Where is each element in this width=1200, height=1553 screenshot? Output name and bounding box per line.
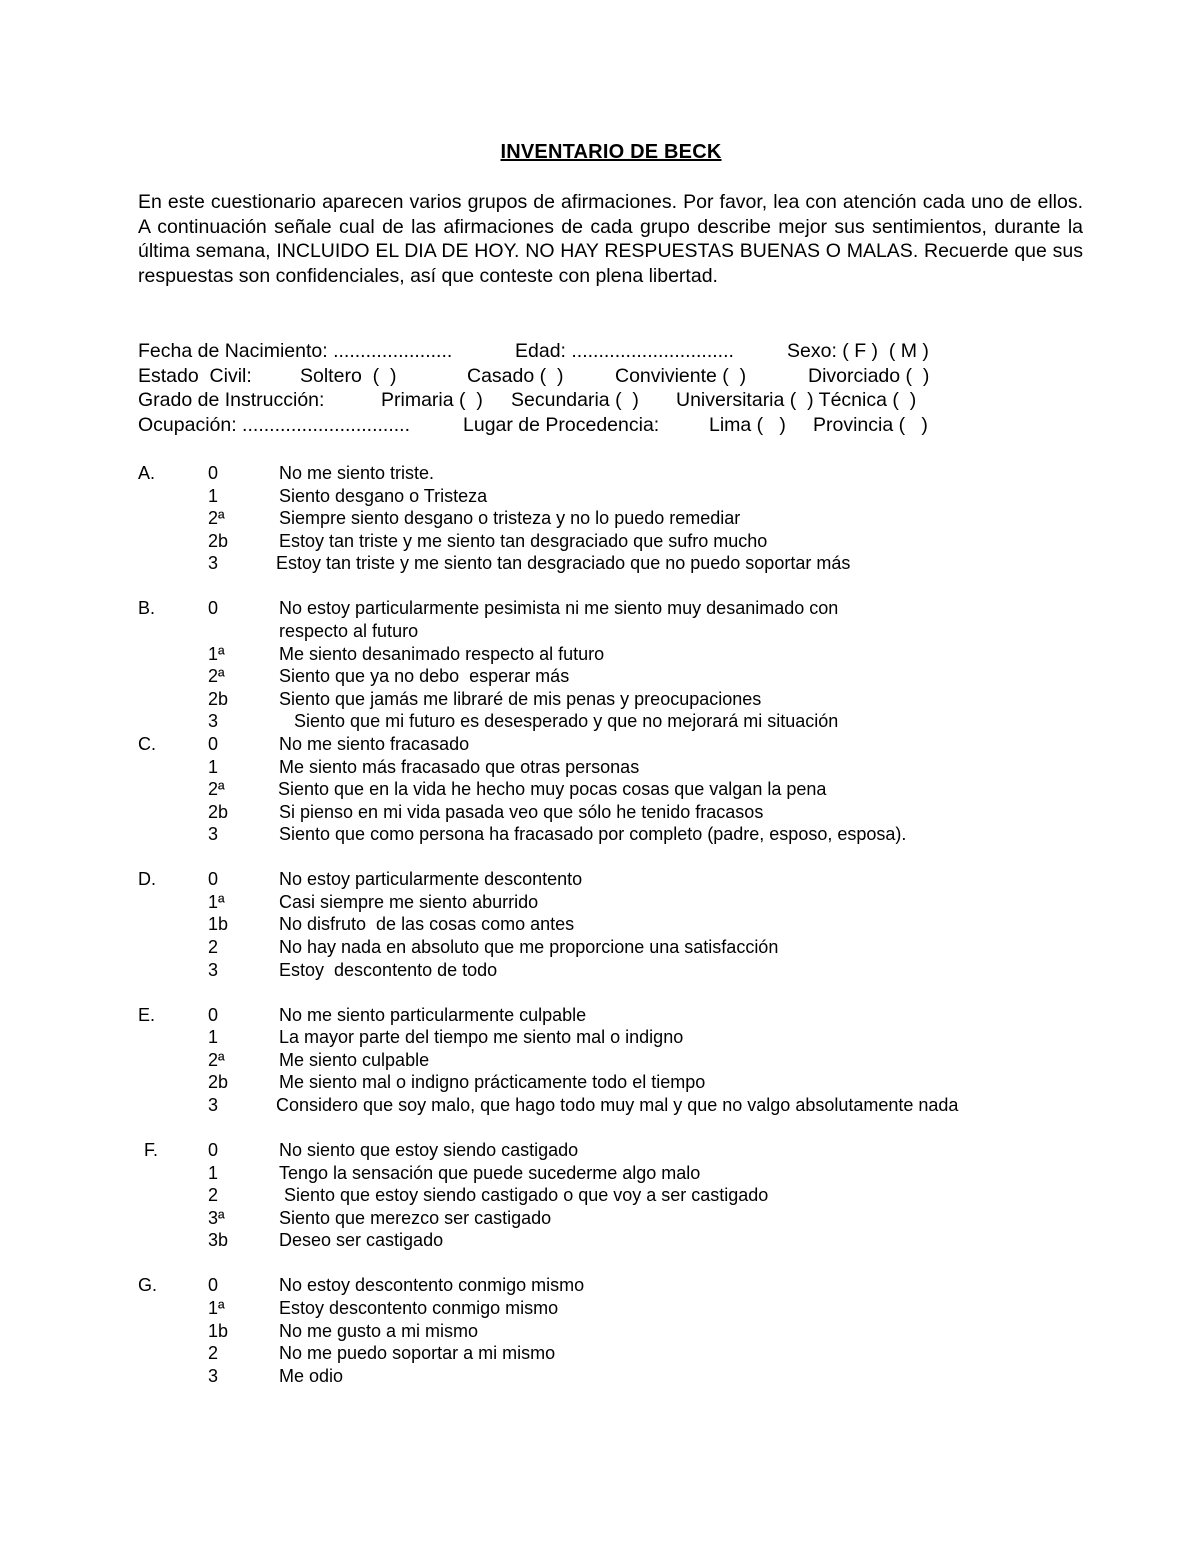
item-code: 1ª	[208, 1297, 225, 1318]
list-item	[0, 1139, 1200, 1162]
option-casado: Casado ( )	[467, 364, 564, 387]
list-item	[0, 688, 1200, 711]
list-item	[0, 913, 1200, 936]
info-row-birth	[138, 339, 1098, 364]
option-divorciado: Divorciado ( )	[808, 364, 930, 387]
group-letter: A.	[138, 463, 156, 483]
option-lima: Lima ( )	[709, 413, 786, 436]
list-item	[0, 665, 1200, 688]
list-item	[0, 1207, 1200, 1230]
item-text: No estoy particularmente pesimista ni me siento muy desanimado con	[279, 598, 839, 619]
group-letter: G.	[138, 1275, 158, 1296]
item-text: Siento que merezco ser castigado	[279, 1207, 552, 1228]
question-groups	[0, 462, 1200, 1387]
list-item	[0, 1004, 1200, 1027]
item-code: 0	[208, 1275, 219, 1296]
group-letter: E.	[138, 1004, 156, 1025]
group-f	[0, 1139, 1200, 1252]
item-text: Siento que como persona ha fracasado por completo (padre, esposo, esposa).	[279, 824, 907, 845]
item-code: 3	[208, 711, 219, 732]
item-code: 3ª	[208, 1207, 225, 1228]
group-spacer	[0, 981, 1200, 1003]
item-text: No me gusto a mi mismo	[279, 1320, 479, 1341]
item-text: Si pienso en mi vida pasada veo que sólo he tenido fracasos	[279, 801, 764, 822]
item-text: Deseo ser castigado	[279, 1230, 444, 1251]
group-e	[0, 1004, 1200, 1117]
group-c	[0, 733, 1200, 846]
list-item	[0, 552, 1200, 575]
age-field: Edad: ..............................	[515, 340, 734, 362]
item-code: 0	[208, 1004, 219, 1025]
item-text: No siento que estoy siendo castigado	[279, 1140, 579, 1160]
item-text: Siento que estoy siendo castigado o que voy a ser castigado	[279, 1185, 769, 1206]
list-item	[0, 1071, 1200, 1094]
item-code: 1b	[208, 1320, 229, 1341]
list-item	[0, 868, 1200, 891]
document-title: INVENTARIO DE BECK	[500, 141, 722, 163]
item-code: 2	[208, 1343, 219, 1364]
list-item	[0, 1094, 1200, 1117]
item-code: 0	[208, 1140, 219, 1160]
item-code: 1ª	[208, 891, 225, 912]
info-row-education	[138, 388, 1098, 413]
list-item	[0, 1274, 1200, 1297]
list-item	[0, 1049, 1200, 1072]
option-provincia: Provincia ( )	[813, 413, 928, 436]
list-item	[0, 507, 1200, 530]
item-text: Siento que en la vida he hecho muy pocas cosas que valgan la pena	[278, 779, 827, 800]
list-item	[0, 823, 1200, 846]
group-g	[0, 1274, 1200, 1387]
item-code: 0	[208, 869, 219, 890]
item-text: Me siento desanimado respecto al futuro	[279, 643, 605, 664]
list-item	[0, 778, 1200, 801]
list-item	[0, 1162, 1200, 1185]
item-text: Siento que mi futuro es desesperado y que no mejorará mi situación	[279, 711, 839, 732]
item-text: No me siento fracasado	[279, 733, 470, 754]
item-code: 2b	[208, 688, 229, 709]
item-code: 0	[208, 733, 219, 754]
item-code: 1b	[208, 914, 229, 935]
item-code: 1ª	[208, 643, 225, 664]
list-item	[0, 801, 1200, 824]
item-text: No estoy particularmente descontento	[279, 869, 583, 890]
item-code: 1	[208, 1027, 219, 1048]
option-primaria: Primaria ( )	[381, 389, 483, 412]
instructions-paragraph: En este cuestionario aparecen varios grupos de afirmaciones. Por favor, lea con atención cada uno de ellos. A continuación señale cual de las afirmaciones de cada grupo describe mejor sus sentimientos, durante la última semana, INCLUIDO EL DIA DE HOY. NO HAY RESPUESTAS BUENAS O MALAS. Recuerde que sus respuestas son confidenciales, así que conteste con plena libertad.	[138, 191, 1083, 287]
list-item	[0, 891, 1200, 914]
group-letter: F.	[144, 1140, 159, 1160]
item-code: 3	[208, 824, 219, 845]
item-text: Tengo la sensación que puede sucederme algo malo	[279, 1162, 701, 1183]
list-item	[0, 643, 1200, 666]
option-conviviente: Conviviente ( )	[615, 364, 747, 387]
item-code: 2b	[208, 801, 229, 822]
item-text: Siento que jamás me libraré de mis penas y preocupaciones	[279, 688, 762, 709]
option-universitaria-tecnica: Universitaria ( ) Técnica ( )	[676, 389, 917, 412]
group-a	[0, 462, 1200, 575]
item-code: 2ª	[208, 779, 225, 800]
item-code: 2ª	[208, 666, 225, 687]
list-item	[0, 1320, 1200, 1343]
item-text: No disfruto de las cosas como antes	[279, 914, 575, 935]
education-label: Grado de Instrucción:	[138, 389, 325, 412]
item-text: Me odio	[279, 1365, 344, 1386]
list-item	[0, 936, 1200, 959]
group-spacer	[0, 1117, 1200, 1139]
group-spacer	[0, 846, 1200, 868]
item-text: Estoy tan triste y me siento tan desgraciado que sufro mucho	[279, 530, 768, 551]
item-text: No me siento triste.	[279, 463, 435, 483]
item-code: 2b	[208, 1072, 229, 1093]
list-item	[0, 597, 1200, 620]
list-item-continuation	[0, 620, 1200, 643]
item-text: Siento que ya no debo esperar más	[279, 666, 570, 687]
group-letter: B.	[138, 598, 156, 619]
origin-label: Lugar de Procedencia:	[463, 413, 660, 436]
item-text: No me puedo soportar a mi mismo	[279, 1343, 556, 1364]
item-code: 2ª	[208, 1049, 225, 1070]
item-code: 3	[208, 1095, 219, 1116]
item-text: Estoy descontento de todo	[279, 959, 498, 980]
item-text: Casi siempre me siento aburrido	[279, 891, 539, 912]
item-code: 2ª	[208, 508, 225, 529]
item-code: 3	[208, 553, 219, 574]
list-item	[0, 530, 1200, 553]
item-text: Estoy tan triste y me siento tan desgraciado que no puedo soportar más	[276, 553, 851, 574]
item-code: 3	[208, 959, 219, 980]
list-item	[0, 710, 1200, 733]
item-text: Considero que soy malo, que hago todo muy mal y que no valgo absolutamente nada	[276, 1095, 959, 1116]
option-secundaria: Secundaria ( )	[511, 389, 639, 412]
item-code: 3b	[208, 1230, 229, 1251]
list-item	[0, 1184, 1200, 1207]
item-text: Me siento culpable	[279, 1049, 430, 1070]
item-code: 1	[208, 756, 219, 777]
item-code: 2	[208, 937, 219, 958]
civil-status-label: Estado Civil:	[138, 364, 252, 387]
group-letter: C.	[138, 733, 156, 754]
item-code: 2	[208, 1185, 219, 1206]
list-item	[0, 733, 1200, 756]
option-soltero: Soltero ( )	[300, 364, 397, 387]
group-spacer	[0, 1252, 1200, 1274]
list-item	[0, 1229, 1200, 1252]
personal-info-section	[138, 339, 1098, 437]
item-text: No me siento particularmente culpable	[279, 1004, 587, 1025]
list-item	[0, 1026, 1200, 1049]
item-code: 1	[208, 1162, 219, 1183]
list-item	[0, 959, 1200, 982]
item-text: Estoy descontento conmigo mismo	[279, 1297, 559, 1318]
group-d	[0, 868, 1200, 981]
item-text: La mayor parte del tiempo me siento mal o indigno	[279, 1027, 684, 1048]
item-code: 1	[208, 485, 219, 506]
item-code: 2b	[208, 530, 229, 551]
group-letter: D.	[138, 869, 156, 890]
item-code: 0	[208, 463, 219, 483]
item-text: No hay nada en absoluto que me proporcione una satisfacción	[279, 937, 779, 958]
item-text: Siento desgano o Tristeza	[279, 485, 488, 506]
group-spacer	[0, 575, 1200, 597]
item-text-continuation: respecto al futuro	[279, 620, 419, 641]
group-b	[0, 597, 1200, 733]
item-code: 0	[208, 598, 219, 619]
list-item	[0, 1297, 1200, 1320]
info-row-civil	[138, 364, 1098, 389]
list-item	[0, 485, 1200, 508]
birth-date-field: Fecha de Nacimiento: ......................	[138, 340, 453, 362]
list-item	[0, 1365, 1200, 1388]
item-text: Siempre siento desgano o tristeza y no lo puedo remediar	[279, 508, 741, 529]
item-text: Me siento mal o indigno prácticamente todo el tiempo	[279, 1072, 706, 1093]
info-row-occupation	[138, 413, 1098, 438]
item-code: 3	[208, 1365, 219, 1386]
sex-field: Sexo: ( F ) ( M )	[787, 340, 929, 362]
list-item	[0, 1342, 1200, 1365]
list-item	[0, 756, 1200, 779]
item-text: Me siento más fracasado que otras personas	[279, 756, 640, 777]
list-item	[0, 462, 1200, 485]
occupation-field: Ocupación: ...............................	[138, 413, 411, 436]
item-text: No estoy descontento conmigo mismo	[279, 1275, 585, 1296]
